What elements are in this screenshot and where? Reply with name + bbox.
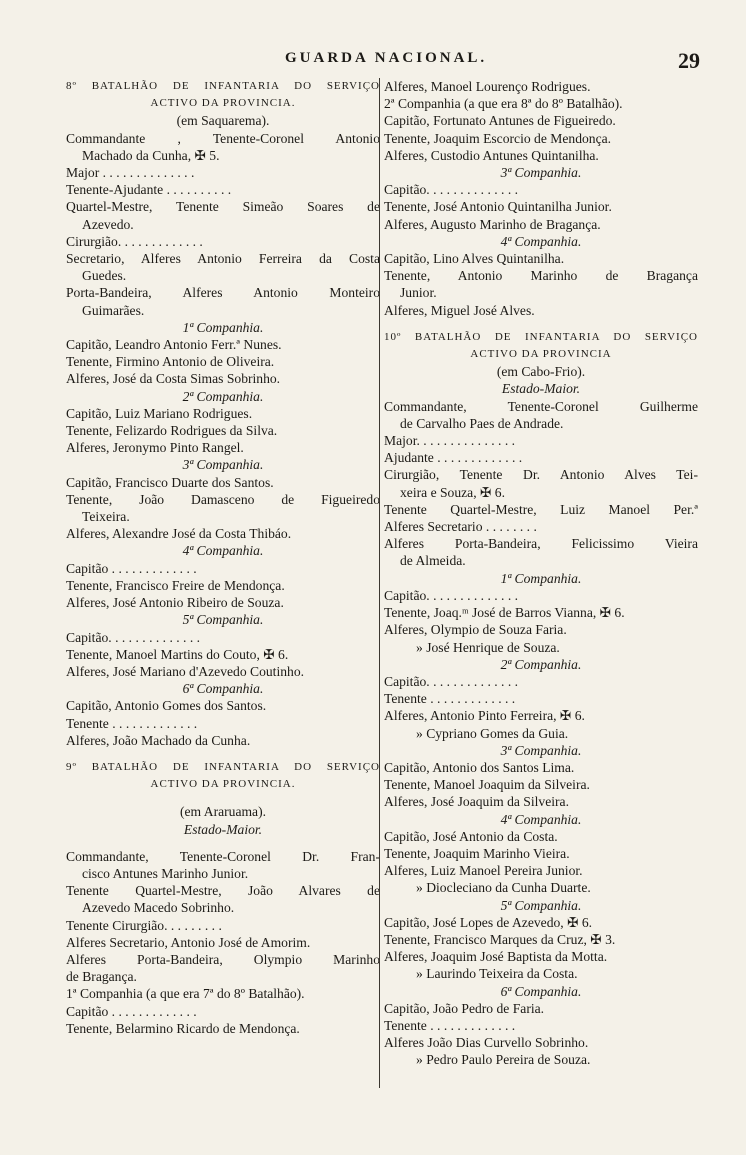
roster-line: Alferes, Alexandre José da Costa Thibáo. <box>66 526 292 542</box>
roster-line: Alferes, Olympio de Souza Faria. <box>384 622 567 638</box>
roster-line: » Pedro Paulo Pereira de Souza. <box>416 1052 591 1068</box>
roster-line: Capitão. . . . . . . . . . . . . . <box>384 182 519 198</box>
roster-line: » Laurindo Teixeira da Costa. <box>416 966 578 982</box>
section-subheading: 5ª Companhia. <box>182 612 264 628</box>
roster-line: Alferes Porta-Bandeira, Olympio Marinho <box>66 951 380 967</box>
battalion-heading: ACTIVO DA PROVINCIA. <box>150 778 296 791</box>
roster-line: Capitão, Lino Alves Quintanilha. <box>384 251 565 267</box>
section-subheading: 1ª Companhia. <box>182 319 264 335</box>
roster-line: Commandante, Tenente-Coronel Guilherme <box>384 398 698 414</box>
roster-line: Capitão, Luiz Mariano Rodrigues. <box>66 405 253 421</box>
section-subheading: 5ª Companhia. <box>500 897 582 913</box>
roster-line: Commandante, Tenente-Coronel Dr. Fran- <box>66 848 380 864</box>
battalion-heading: 10º BATALHÃO DE INFANTARIA DO SERVIÇO <box>384 330 698 343</box>
roster-line: de Bragança. <box>66 969 137 985</box>
battalion-heading: 9º BATALHÃO DE INFANTARIA DO SERVIÇO <box>66 760 380 773</box>
section-subheading: 1ª Companhia. <box>500 570 582 586</box>
roster-line: xeira e Souza, ✠ 6. <box>400 484 505 500</box>
roster-line: Capitão, José Antonio da Costa. <box>384 828 558 844</box>
roster-line: Tenente, Manoel Joaquim da Silveira. <box>384 777 590 793</box>
roster-line: Cirurgião. . . . . . . . . . . . . <box>66 233 203 249</box>
running-title: GUARDA NACIONAL. <box>285 50 488 66</box>
roster-line: Tenente Quartel-Mestre, João Alvares de <box>66 883 380 899</box>
roster-line: Alferes, Miguel José Alves. <box>384 302 535 318</box>
roster-line: Tenente . . . . . . . . . . . . . <box>384 691 516 707</box>
roster-line: Tenente, Joaquim Escorcio de Mendonça. <box>384 130 612 146</box>
section-subheading: 3ª Companhia. <box>500 165 582 181</box>
roster-line: Capitão, Fortunato Antunes de Figueiredo. <box>384 113 616 129</box>
roster-line: Alferes Porta-Bandeira, Felicissimo Vieira <box>384 536 698 552</box>
section-subheading: 3ª Companhia. <box>500 742 582 758</box>
battalion-heading: ACTIVO DA PROVINCIA <box>470 348 612 361</box>
roster-line: de Carvalho Paes de Andrade. <box>400 415 564 431</box>
roster-line: Tenente, Belarmino Ricardo de Mendonça. <box>66 1020 300 1036</box>
roster-line: Tenente, Firmino Antonio de Oliveira. <box>66 354 275 370</box>
section-subheading: 3ª Companhia. <box>182 457 264 473</box>
section-subheading: 2ª Companhia. <box>182 388 264 404</box>
roster-line: Guimarães. <box>82 302 145 318</box>
roster-line: Alferes, José da Costa Simas Sobrinho. <box>66 371 281 387</box>
roster-line: Tenente, Francisco Freire de Mendonça. <box>66 577 285 593</box>
roster-line: (em Araruama). <box>179 804 267 820</box>
right-column <box>384 78 698 1069</box>
roster-line: Tenente, Joaquim Marinho Vieira. <box>384 845 570 861</box>
roster-line: Capitão . . . . . . . . . . . . . <box>66 1003 197 1019</box>
column-divider <box>379 78 380 1088</box>
roster-line: Tenente, João Damasceno de Figueiredo <box>66 491 380 507</box>
roster-line: Alferes, Joaquim José Baptista da Motta. <box>384 949 608 965</box>
roster-line: Teixeira. <box>82 509 130 525</box>
roster-line: Major. . . . . . . . . . . . . . . <box>384 433 516 449</box>
roster-line: Alferes, Jeronymo Pinto Rangel. <box>66 440 244 456</box>
roster-line: Azevedo Macedo Sobrinho. <box>82 900 235 916</box>
roster-line: Alferes Secretario . . . . . . . . <box>384 519 537 535</box>
roster-line: (em Saquarema). <box>176 113 270 129</box>
section-subheading: 2ª Companhia. <box>500 656 582 672</box>
section-subheading: 4ª Companhia. <box>500 233 582 249</box>
roster-line: 1ª Companhia (a que era 7ª do 8º Batalhão). <box>66 986 305 1002</box>
roster-line: cisco Antunes Marinho Junior. <box>82 865 249 881</box>
roster-line: Alferes, José Antonio Ribeiro de Souza. <box>66 595 284 611</box>
roster-line: Capitão, Antonio dos Santos Lima. <box>384 759 575 775</box>
page-number: 29 <box>678 48 700 73</box>
roster-line: Capitão . . . . . . . . . . . . . <box>66 560 197 576</box>
roster-line: Tenente, Manoel Martins do Couto, ✠ 6. <box>66 646 289 662</box>
roster-line: Tenente, Antonio Marinho de Bragança <box>384 268 698 284</box>
roster-line: Tenente . . . . . . . . . . . . . <box>384 1017 516 1033</box>
roster-line: Tenente, Francisco Marques da Cruz, ✠ 3. <box>384 931 616 947</box>
section-subheading: Estado-Maior. <box>501 381 581 397</box>
roster-line: Azevedo. <box>82 216 134 232</box>
roster-line: Tenente, Felizardo Rodrigues da Silva. <box>66 423 278 439</box>
roster-line: Alferes, Manoel Lourenço Rodrigues. <box>384 79 591 94</box>
roster-line: Capitão, José Lopes de Azevedo, ✠ 6. <box>384 914 593 930</box>
roster-line: Capitão. . . . . . . . . . . . . . <box>66 629 201 645</box>
roster-line: Secretario, Alferes Antonio Ferreira da Costa <box>66 251 380 267</box>
roster-line: Alferes, Augusto Marinho de Bragança. <box>384 216 601 232</box>
roster-line: Tenente, José Antonio Quintanilha Junior. <box>384 199 612 215</box>
section-subheading: 4ª Companhia. <box>500 811 582 827</box>
roster-line: Tenente . . . . . . . . . . . . . <box>66 715 198 731</box>
section-subheading: 6ª Companhia. <box>182 681 264 697</box>
roster-line: Ajudante . . . . . . . . . . . . . <box>384 450 523 466</box>
roster-line: de Almeida. <box>400 553 466 569</box>
roster-line: Alferes, João Machado da Cunha. <box>66 732 251 748</box>
roster-line: Quartel-Mestre, Tenente Simeão Soares de <box>66 199 380 215</box>
roster-line: Tenente-Ajudante . . . . . . . . . . <box>66 182 232 198</box>
roster-line: » Cypriano Gomes da Guia. <box>416 725 569 741</box>
roster-line: Alferes, Custodio Antunes Quintanilha. <box>384 147 599 163</box>
roster-line: Alferes, Luiz Manoel Pereira Junior. <box>384 863 583 879</box>
section-subheading: 4ª Companhia. <box>182 543 264 559</box>
roster-line: Porta-Bandeira, Alferes Antonio Monteiro <box>66 285 380 301</box>
roster-line: Capitão, Francisco Duarte dos Santos. <box>66 474 274 490</box>
left-column <box>66 78 380 1037</box>
roster-line: (em Cabo-Frio). <box>496 364 586 380</box>
section-subheading: 6ª Companhia. <box>500 983 582 999</box>
roster-line: Cirurgião, Tenente Dr. Antonio Alves Tei- <box>384 467 698 483</box>
roster-line: Alferes Secretario, Antonio José de Amorim. <box>66 934 311 950</box>
roster-line: Tenente Cirurgião. . . . . . . . . <box>66 917 222 933</box>
roster-line: Capitão, João Pedro de Faria. <box>384 1000 545 1016</box>
roster-line: Tenente Quartel-Mestre, Luiz Manoel Per.ª <box>384 501 698 517</box>
roster-line: Tenente, Joaq.ᵐ José de Barros Vianna, ✠ 6. <box>384 605 625 621</box>
roster-line: Major . . . . . . . . . . . . . . <box>66 165 195 181</box>
roster-line: Alferes, Antonio Pinto Ferreira, ✠ 6. <box>384 708 585 724</box>
battalion-heading: ACTIVO DA PROVINCIA. <box>150 97 296 110</box>
roster-line: Guedes. <box>82 268 127 284</box>
roster-line: Alferes, José Mariano d'Azevedo Coutinho. <box>66 663 305 679</box>
roster-line: Machado da Cunha, ✠ 5. <box>82 147 220 163</box>
roster-line: Commandante , Tenente-Coronel Antonio <box>66 130 380 146</box>
roster-line: » Diocleciano da Cunha Duarte. <box>416 880 591 896</box>
roster-line: Capitão. . . . . . . . . . . . . . <box>384 587 519 603</box>
page-header <box>60 50 700 80</box>
roster-line: Capitão, Antonio Gomes dos Santos. <box>66 698 267 714</box>
roster-line: 2ª Companhia (a que era 8ª do 8º Batalhão). <box>384 96 623 112</box>
roster-line: Junior. <box>400 285 437 301</box>
roster-line: Alferes, José Joaquim da Silveira. <box>384 794 569 810</box>
roster-line: Capitão. . . . . . . . . . . . . . <box>384 673 519 689</box>
section-subheading: Estado-Maior. <box>183 821 263 837</box>
roster-line: » José Henrique de Souza. <box>416 639 560 655</box>
roster-line: Capitão, Leandro Antonio Ferr.ª Nunes. <box>66 337 282 353</box>
battalion-heading: 8º BATALHÃO DE INFANTARIA DO SERVIÇO <box>66 80 380 92</box>
roster-line: Alferes João Dias Curvello Sobrinho. <box>384 1035 589 1051</box>
